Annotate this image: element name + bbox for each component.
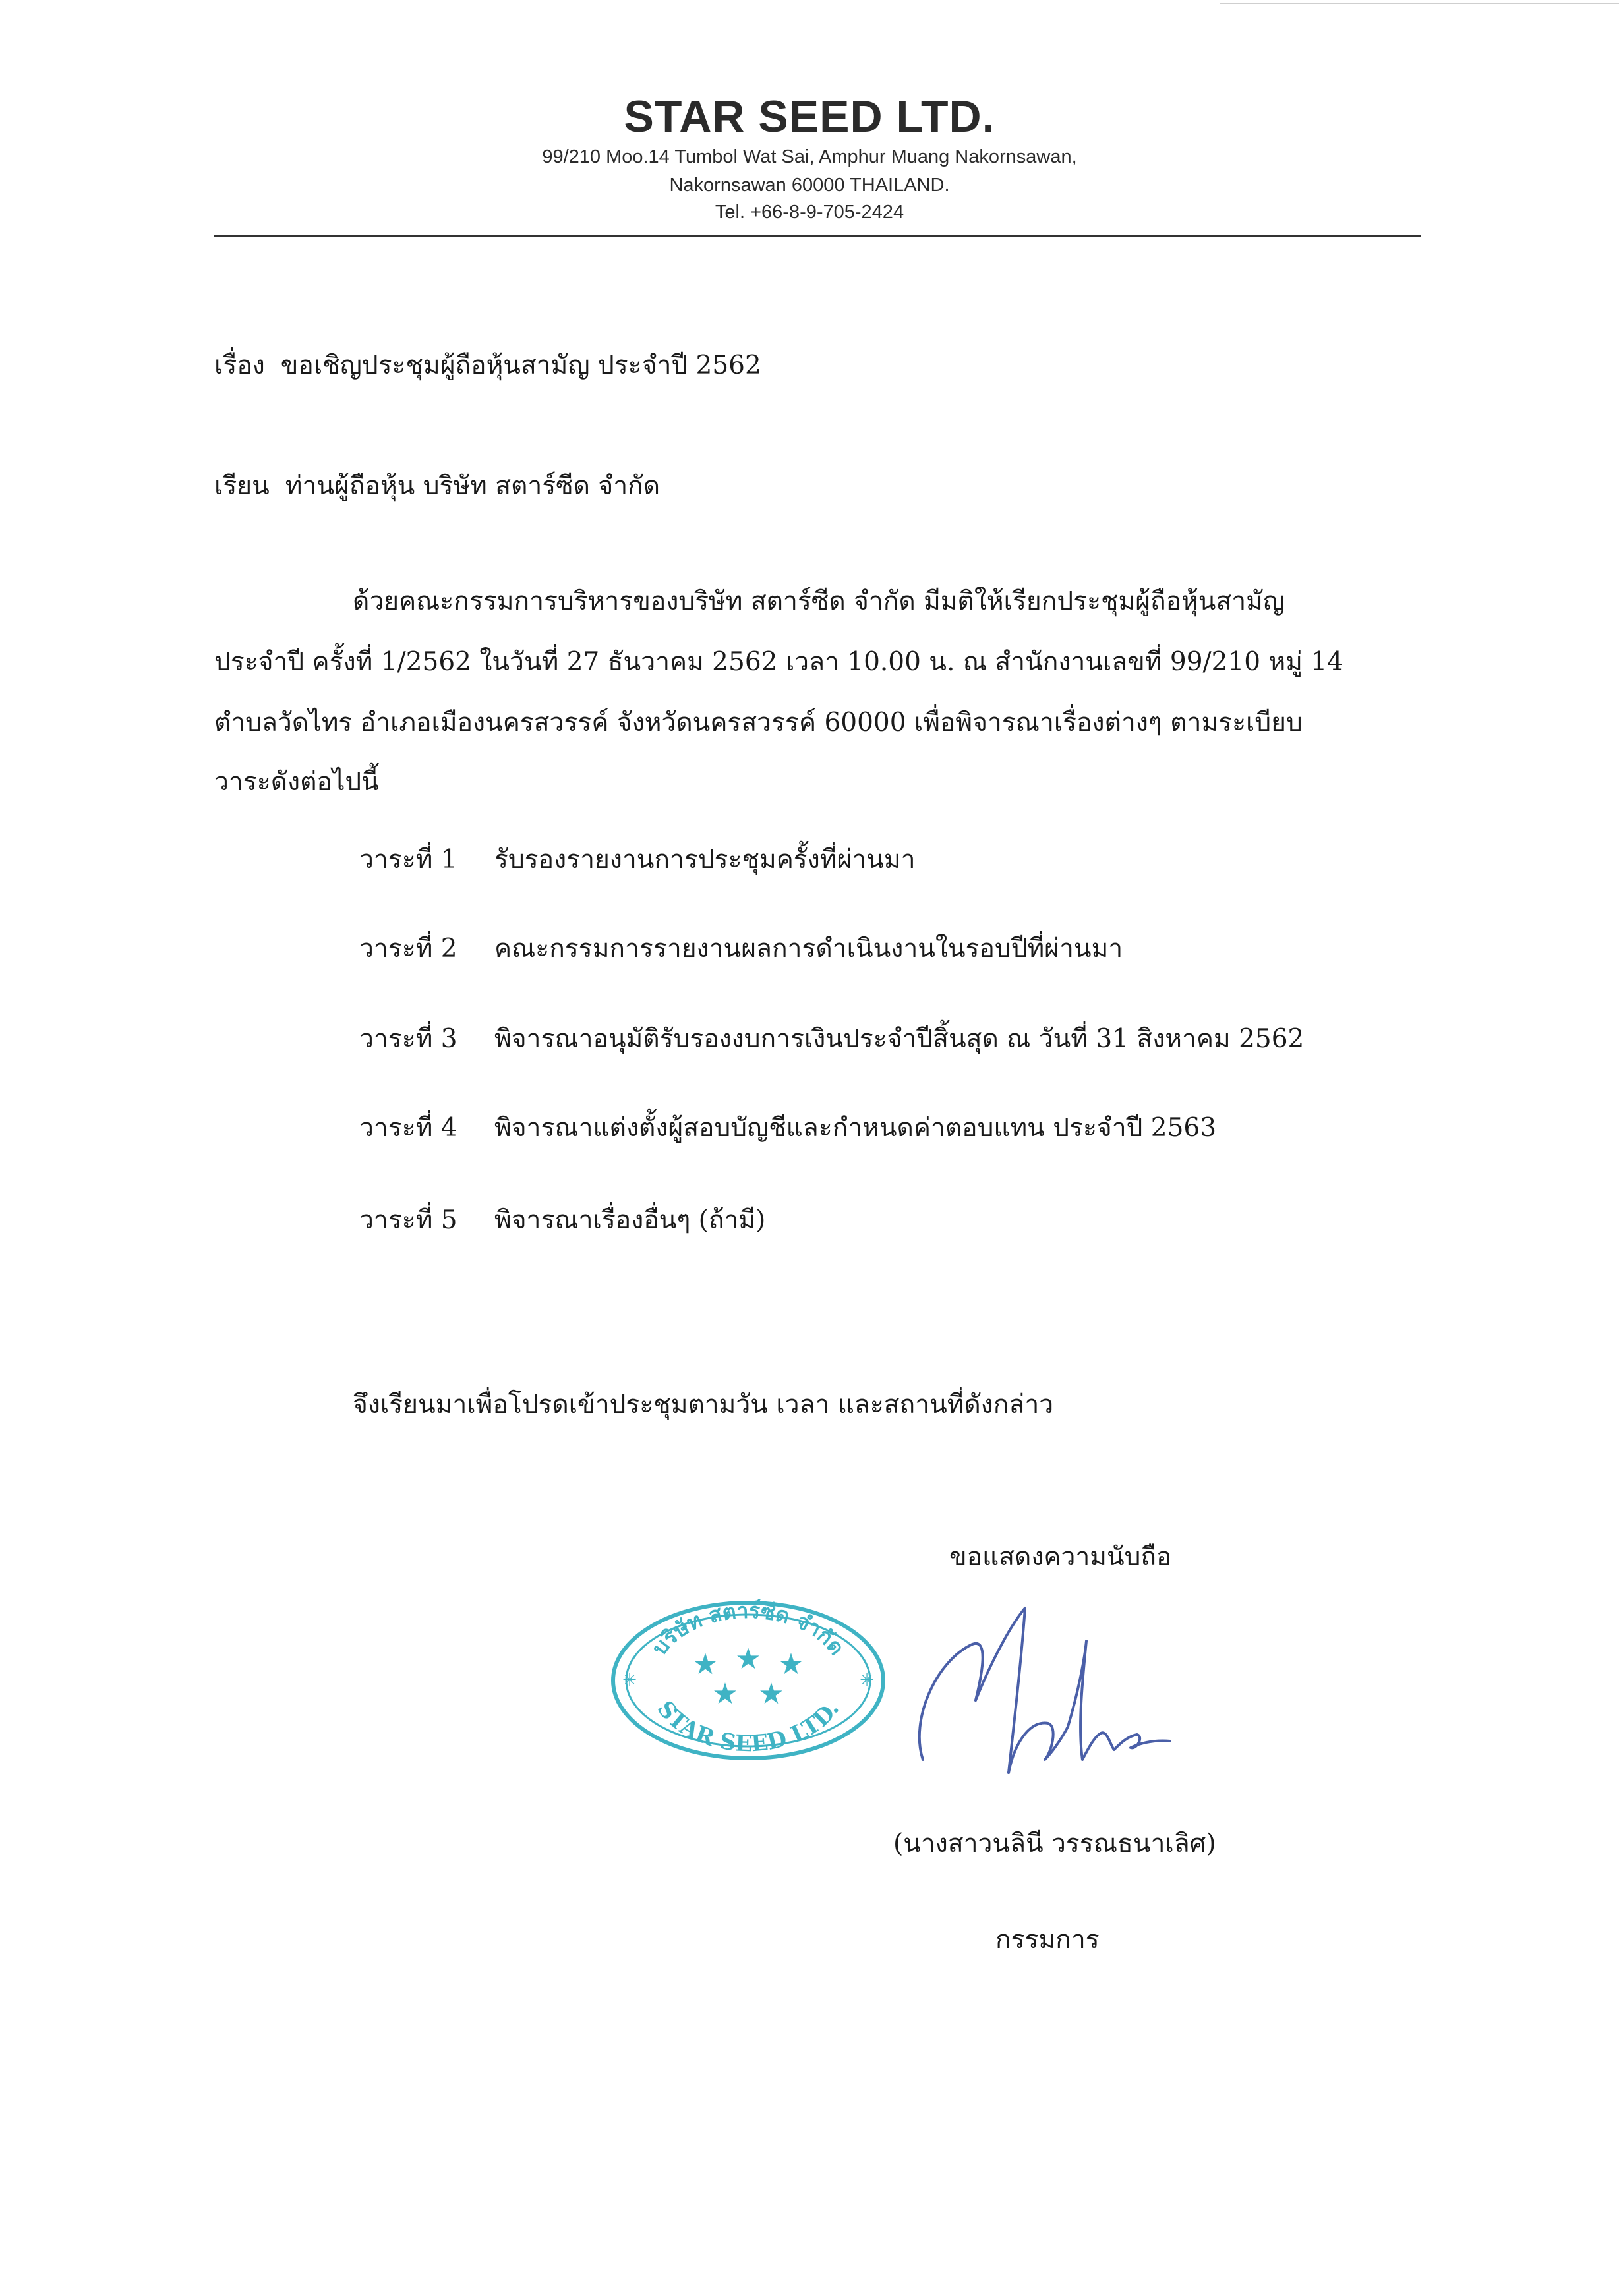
stamp-asterisk-icon: ✳ (860, 1671, 874, 1690)
agenda-item (359, 1115, 1216, 1141)
telephone: Tel. +66-8-9-705-2424 (715, 202, 904, 223)
agenda-number: วาระที่ 5 (359, 1205, 457, 1235)
agenda-number: วาระที่ 4 (359, 1113, 457, 1143)
body-line: วาระดังต่อไปนี้ (214, 767, 379, 797)
agenda-text: พิจารณาแต่งตั้งผู้สอบบัญชีและกำหนดค่าตอบแทน ประจำปี 2563 (494, 1113, 1217, 1143)
body-line: ด้วยคณะกรรมการบริหารของบริษัท สตาร์ซีด จำกัด มีมติให้เรียกประชุมผู้ถือหุ้นสามัญ (353, 587, 1285, 616)
agenda-text: คณะกรรมการรายงานผลการดำเนินงานในรอบปีที่ผ่านมา (494, 934, 1123, 963)
company-name: STAR SEED LTD. (624, 92, 995, 142)
signer-position: กรรมการ (995, 1925, 1100, 1955)
body-line: ตำบลวัดไทร อำเภอเมืองนครสวรรค์ จังหวัดนครสวรรค์ 60000 เพื่อพิจารณาเรื่องต่างๆ ตามระเบียบ (214, 708, 1303, 737)
agenda-text: พิจารณาอนุมัติรับรองงบการเงินประจำปีสิ้นสุด ณ วันที่ 31 สิงหาคม 2562 (494, 1024, 1305, 1054)
signature-icon (910, 1595, 1187, 1783)
signer-name: (นางสาวนลินี วรรณธนาเลิศ) (893, 1829, 1216, 1858)
scan-edge-line (1220, 3, 1619, 4)
address-line-2: Nakornsawan 60000 THAILAND. (669, 175, 950, 196)
subject-line (214, 353, 761, 378)
closing-sentence: จึงเรียนมาเพื่อโปรดเข้าประชุมตามวัน เวลา และสถานที่ดังกล่าว (353, 1390, 1054, 1420)
agenda-text: พิจารณาเรื่องอื่นๆ (ถ้ามี) (494, 1205, 766, 1235)
agenda-item (359, 1207, 765, 1233)
agenda-number: วาระที่ 3 (359, 1024, 457, 1054)
stamp-star-icon: ★ (735, 1642, 761, 1676)
stamp-star-icon: ★ (758, 1677, 784, 1711)
agenda-number: วาระที่ 2 (359, 934, 457, 963)
stamp-text-bottom: STAR SEED LTD. (651, 1696, 845, 1758)
subject-label: เรื่อง (214, 351, 265, 380)
stamp-asterisk-icon: ✳ (622, 1671, 637, 1690)
agenda-text: รับรองรายงานการประชุมครั้งที่ผ่านมา (494, 845, 916, 875)
subject-text: ขอเชิญประชุมผู้ถือหุ้นสามัญ ประจำปี 2562 (280, 351, 761, 380)
body-line: ประจำปี ครั้งที่ 1/2562 ในวันที่ 27 ธันวาคม 2562 เวลา 10.00 น. ณ สำนักงานเลขที่ 99/210 หมู่ 14 (214, 647, 1343, 677)
agenda-item (359, 1026, 1304, 1052)
salutation-text: ท่านผู้ถือหุ้น บริษัท สตาร์ซีด จำกัด (285, 471, 661, 501)
salutation-label: เรียน (214, 471, 270, 501)
stamp-star-icon: ★ (692, 1648, 719, 1681)
salutation-line (214, 473, 660, 499)
stamp-text-top: บริษัท สตาร์ซีด จำกัด (647, 1597, 850, 1660)
stamp-star-icon: ★ (712, 1677, 738, 1711)
agenda-number: วาระที่ 1 (359, 845, 457, 875)
stamp-star-icon: ★ (778, 1648, 804, 1681)
agenda-item (359, 847, 916, 873)
regards: ขอแสดงความนับถือ (949, 1542, 1172, 1572)
letterhead-divider (214, 235, 1421, 237)
company-stamp-icon (603, 1595, 893, 1766)
address-line-1: 99/210 Moo.14 Tumbol Wat Sai, Amphur Muang Nakornsawan, (542, 146, 1077, 167)
agenda-item (359, 936, 1123, 961)
